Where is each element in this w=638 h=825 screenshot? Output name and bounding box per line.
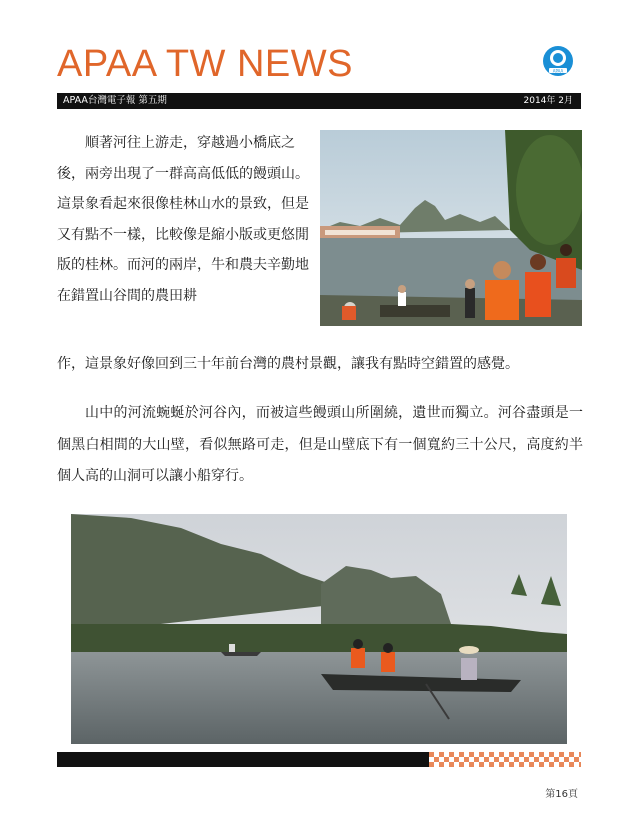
- checker-square: [449, 752, 454, 757]
- checker-square: [464, 757, 469, 762]
- checker-square: [434, 757, 439, 762]
- river-boats-photo: [320, 130, 582, 326]
- checker-square: [519, 752, 524, 757]
- logo-text: APAA: [552, 68, 564, 74]
- header-bar: [57, 93, 581, 109]
- checker-square: [469, 752, 474, 757]
- checker-square: [519, 762, 524, 767]
- checker-square: [569, 762, 574, 767]
- checker-square: [459, 752, 464, 757]
- checker-square: [524, 757, 529, 762]
- checker-square: [549, 752, 554, 757]
- checker-square: [554, 757, 559, 762]
- checker-square: [499, 752, 504, 757]
- checker-square: [579, 752, 581, 757]
- checker-square: [429, 752, 434, 757]
- page-number: 第16頁: [545, 789, 578, 800]
- checker-square: [559, 752, 564, 757]
- checker-square: [504, 757, 509, 762]
- checker-square: [509, 762, 514, 767]
- issue-date: 2014年 2月: [523, 96, 573, 106]
- checker-square: [574, 757, 579, 762]
- checker-square: [499, 762, 504, 767]
- checker-square: [479, 752, 484, 757]
- checker-square: [579, 762, 581, 767]
- checker-square: [544, 757, 549, 762]
- checker-square: [489, 752, 494, 757]
- paragraph-2: 山中的河流蜿蜒於河谷內，而被這些饅頭山所圍繞，遺世而獨立。河谷盡頭是一個黑白相間的大山壁，看似無路可走，但是山壁底下有一個寬約三十公尺，高度約半個人高的山洞可以讓小船穿行。: [57, 405, 583, 484]
- newsletter-title: APAA TW NEWS: [57, 43, 353, 85]
- checker-square: [439, 752, 444, 757]
- checker-square: [494, 757, 499, 762]
- apaa-logo: [542, 44, 574, 78]
- checker-square: [429, 762, 434, 767]
- karst-river-photo: [71, 514, 567, 744]
- checker-square: [469, 762, 474, 767]
- checker-square: [529, 752, 534, 757]
- checker-square: [454, 757, 459, 762]
- issue-label: APAA台灣電子報 第五期: [63, 95, 167, 106]
- checker-square: [539, 762, 544, 767]
- checker-square: [479, 762, 484, 767]
- checker-square: [474, 757, 479, 762]
- checker-square: [444, 757, 449, 762]
- checker-square: [529, 762, 534, 767]
- checker-square: [484, 757, 489, 762]
- checker-square: [514, 757, 519, 762]
- footer-bar: [57, 752, 429, 767]
- checker-square: [449, 762, 454, 767]
- checker-square: [559, 762, 564, 767]
- checker-square: [539, 752, 544, 757]
- paragraph-1-continued: 作，這景象好像回到三十年前台灣的農村景觀，讓我有點時空錯置的感覺。: [57, 356, 519, 372]
- paragraph-1: 順著河往上游走，穿越過小橋底之後，兩旁出現了一群高高低低的饅頭山。這景象看起來很像桂林山水的景致，但是又有點不一樣，比較像是縮小版或更悠閒版的桂林。而河的兩岸，牛和農夫辛勤地在錯置山谷間的農田耕: [57, 135, 309, 304]
- checker-square: [489, 762, 494, 767]
- checker-square: [564, 757, 569, 762]
- checker-square: [534, 757, 539, 762]
- checker-square: [439, 762, 444, 767]
- checker-square: [569, 752, 574, 757]
- checker-square: [549, 762, 554, 767]
- checker-decoration: [429, 752, 581, 767]
- checker-square: [459, 762, 464, 767]
- checker-square: [509, 752, 514, 757]
